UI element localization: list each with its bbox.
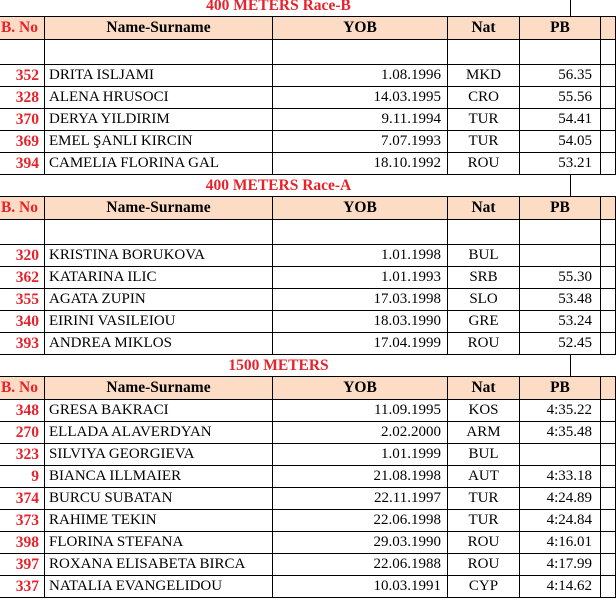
cell-extra	[601, 466, 616, 488]
cell-nat: TUR	[448, 131, 520, 153]
cell-no: 398	[0, 532, 45, 554]
entries-table	[0, 196, 616, 355]
table-row	[0, 576, 616, 598]
table-row	[0, 532, 616, 554]
empty-cell	[448, 220, 520, 245]
empty-row	[0, 220, 616, 245]
header-nat: Nat	[448, 197, 520, 220]
cell-extra	[601, 444, 616, 466]
section-title: 400 METERS Race-B	[0, 0, 571, 16]
cell-extra	[601, 532, 616, 554]
header-yob: YOB	[273, 197, 448, 220]
cell-pb: 4:35.48	[520, 422, 601, 444]
header-no: B. No	[0, 17, 45, 40]
header-row	[0, 17, 616, 40]
header-extra	[601, 197, 616, 220]
cell-extra	[601, 153, 616, 175]
cell-no: 370	[0, 109, 45, 131]
header-pb: PB	[520, 197, 601, 220]
cell-yob: 1.01.1998	[273, 245, 448, 267]
cell-no: 328	[0, 87, 45, 109]
cell-extra	[601, 333, 616, 355]
empty-cell	[0, 40, 45, 65]
cell-name: SILVIYA GEORGIEVA	[45, 444, 273, 466]
cell-nat: CYP	[448, 576, 520, 598]
cell-yob: 10.03.1991	[273, 576, 448, 598]
cell-no: 394	[0, 153, 45, 175]
table-row	[0, 245, 616, 267]
cell-yob: 22.06.1998	[273, 510, 448, 532]
header-yob: YOB	[273, 377, 448, 400]
cell-no: 320	[0, 245, 45, 267]
cell-no: 369	[0, 131, 45, 153]
cell-name: NATALIA EVANGELIDOU	[45, 576, 273, 598]
cell-nat: ROU	[448, 153, 520, 175]
cell-name: BURCU SUBATAN	[45, 488, 273, 510]
cell-pb: 53.48	[520, 289, 601, 311]
empty-cell	[45, 40, 273, 65]
table-row	[0, 554, 616, 576]
cell-name: EMEL ŞANLI KIRCIN	[45, 131, 273, 153]
cell-yob: 21.08.1998	[273, 466, 448, 488]
cell-no: 9	[0, 466, 45, 488]
cell-no: 374	[0, 488, 45, 510]
table-row	[0, 289, 616, 311]
header-name: Name-Surname	[45, 377, 273, 400]
cell-name: DERYA YILDIRIM	[45, 109, 273, 131]
header-extra	[601, 377, 616, 400]
cell-extra	[601, 131, 616, 153]
cell-nat: ROU	[448, 554, 520, 576]
header-pb: PB	[520, 17, 601, 40]
cell-nat: CRO	[448, 87, 520, 109]
cell-yob: 2.02.2000	[273, 422, 448, 444]
cell-extra	[601, 422, 616, 444]
header-extra	[601, 17, 616, 40]
cell-pb: 4:24.89	[520, 488, 601, 510]
cell-extra	[601, 311, 616, 333]
table-row	[0, 131, 616, 153]
cell-name: EIRINI VASILEIOU	[45, 311, 273, 333]
cell-pb: 55.56	[520, 87, 601, 109]
cell-name: CAMELIA FLORINA GAL	[45, 153, 273, 175]
empty-cell	[601, 40, 616, 65]
header-yob: YOB	[273, 17, 448, 40]
cell-pb: 4:16.01	[520, 532, 601, 554]
section-title: 1500 METERS	[0, 355, 571, 376]
cell-pb: 52.45	[520, 333, 601, 355]
cell-yob: 22.11.1997	[273, 488, 448, 510]
cell-yob: 17.03.1998	[273, 289, 448, 311]
header-name: Name-Surname	[45, 197, 273, 220]
entries-table	[0, 376, 616, 598]
empty-cell	[273, 40, 448, 65]
cell-extra	[601, 400, 616, 422]
table-row	[0, 510, 616, 532]
empty-row	[0, 40, 616, 65]
cell-name: GRESA BAKRACI	[45, 400, 273, 422]
cell-pb: 4:24.84	[520, 510, 601, 532]
cell-name: RAHIME TEKIN	[45, 510, 273, 532]
table-row	[0, 444, 616, 466]
cell-nat: TUR	[448, 109, 520, 131]
empty-cell	[520, 40, 601, 65]
cell-extra	[601, 87, 616, 109]
cell-yob: 18.10.1992	[273, 153, 448, 175]
cell-name: KATARINA ILIC	[45, 267, 273, 289]
cell-nat: ARM	[448, 422, 520, 444]
cell-nat: TUR	[448, 510, 520, 532]
cell-extra	[601, 488, 616, 510]
cell-yob: 1.08.1996	[273, 65, 448, 87]
cell-no: 340	[0, 311, 45, 333]
cell-extra	[601, 289, 616, 311]
header-nat: Nat	[448, 377, 520, 400]
header-no: B. No	[0, 377, 45, 400]
cell-name: BIANCA ILLMAIER	[45, 466, 273, 488]
cell-yob: 1.01.1993	[273, 267, 448, 289]
cell-extra	[601, 554, 616, 576]
header-pb: PB	[520, 377, 601, 400]
cell-extra	[601, 510, 616, 532]
cell-yob: 9.11.1994	[273, 109, 448, 131]
table-row	[0, 109, 616, 131]
header-nat: Nat	[448, 17, 520, 40]
cell-nat: ROU	[448, 333, 520, 355]
cell-extra	[601, 267, 616, 289]
cell-yob: 1.01.1999	[273, 444, 448, 466]
cell-nat: SRB	[448, 267, 520, 289]
cell-no: 323	[0, 444, 45, 466]
cell-nat: ROU	[448, 532, 520, 554]
table-row	[0, 422, 616, 444]
cell-yob: 29.03.1990	[273, 532, 448, 554]
table-row	[0, 311, 616, 333]
table-row	[0, 488, 616, 510]
entries-table	[0, 16, 616, 175]
cell-pb: 4:17.99	[520, 554, 601, 576]
cell-no: 270	[0, 422, 45, 444]
table-row	[0, 466, 616, 488]
cell-name: DRITA ISLJAMI	[45, 65, 273, 87]
empty-cell	[0, 220, 45, 245]
cell-nat: TUR	[448, 488, 520, 510]
cell-pb	[520, 245, 601, 267]
cell-pb: 53.24	[520, 311, 601, 333]
cell-name: AGATA ZUPIN	[45, 289, 273, 311]
cell-pb: 4:33.18	[520, 466, 601, 488]
table-row	[0, 400, 616, 422]
cell-extra	[601, 65, 616, 87]
cell-name: FLORINA STEFANA	[45, 532, 273, 554]
empty-cell	[520, 220, 601, 245]
cell-pb: 54.41	[520, 109, 601, 131]
cell-no: 355	[0, 289, 45, 311]
cell-yob: 11.09.1995	[273, 400, 448, 422]
empty-cell	[273, 220, 448, 245]
cell-no: 373	[0, 510, 45, 532]
cell-extra	[601, 109, 616, 131]
cell-nat: BUL	[448, 444, 520, 466]
cell-nat: GRE	[448, 311, 520, 333]
cell-pb: 4:35.22	[520, 400, 601, 422]
table-row	[0, 87, 616, 109]
cell-name: KRISTINA BORUKOVA	[45, 245, 273, 267]
header-row	[0, 377, 616, 400]
table-row	[0, 267, 616, 289]
cell-pb: 56.35	[520, 65, 601, 87]
cell-no: 352	[0, 65, 45, 87]
header-name: Name-Surname	[45, 17, 273, 40]
header-row	[0, 197, 616, 220]
section-title: 400 METERS Race-A	[0, 175, 571, 196]
cell-no: 362	[0, 267, 45, 289]
cell-name: ALENA HRUSOCI	[45, 87, 273, 109]
cell-yob: 17.04.1999	[273, 333, 448, 355]
table-row	[0, 333, 616, 355]
cell-name: ELLADA ALAVERDYAN	[45, 422, 273, 444]
cell-no: 337	[0, 576, 45, 598]
cell-pb: 54.05	[520, 131, 601, 153]
cell-yob: 7.07.1993	[273, 131, 448, 153]
cell-pb: 53.21	[520, 153, 601, 175]
empty-cell	[45, 220, 273, 245]
cell-no: 393	[0, 333, 45, 355]
cell-nat: BUL	[448, 245, 520, 267]
cell-name: ANDREA MIKLOS	[45, 333, 273, 355]
cell-no: 348	[0, 400, 45, 422]
cell-yob: 18.03.1990	[273, 311, 448, 333]
cell-nat: KOS	[448, 400, 520, 422]
cell-pb	[520, 444, 601, 466]
empty-cell	[448, 40, 520, 65]
cell-nat: SLO	[448, 289, 520, 311]
cell-no: 397	[0, 554, 45, 576]
cell-nat: MKD	[448, 65, 520, 87]
cell-nat: AUT	[448, 466, 520, 488]
header-no: B. No	[0, 197, 45, 220]
cell-yob: 22.06.1988	[273, 554, 448, 576]
table-row	[0, 65, 616, 87]
empty-cell	[601, 220, 616, 245]
table-row	[0, 153, 616, 175]
cell-pb: 4:14.62	[520, 576, 601, 598]
cell-extra	[601, 245, 616, 267]
cell-extra	[601, 576, 616, 598]
cell-yob: 14.03.1995	[273, 87, 448, 109]
cell-name: ROXANA ELISABETA BIRCA	[45, 554, 273, 576]
cell-pb: 55.30	[520, 267, 601, 289]
